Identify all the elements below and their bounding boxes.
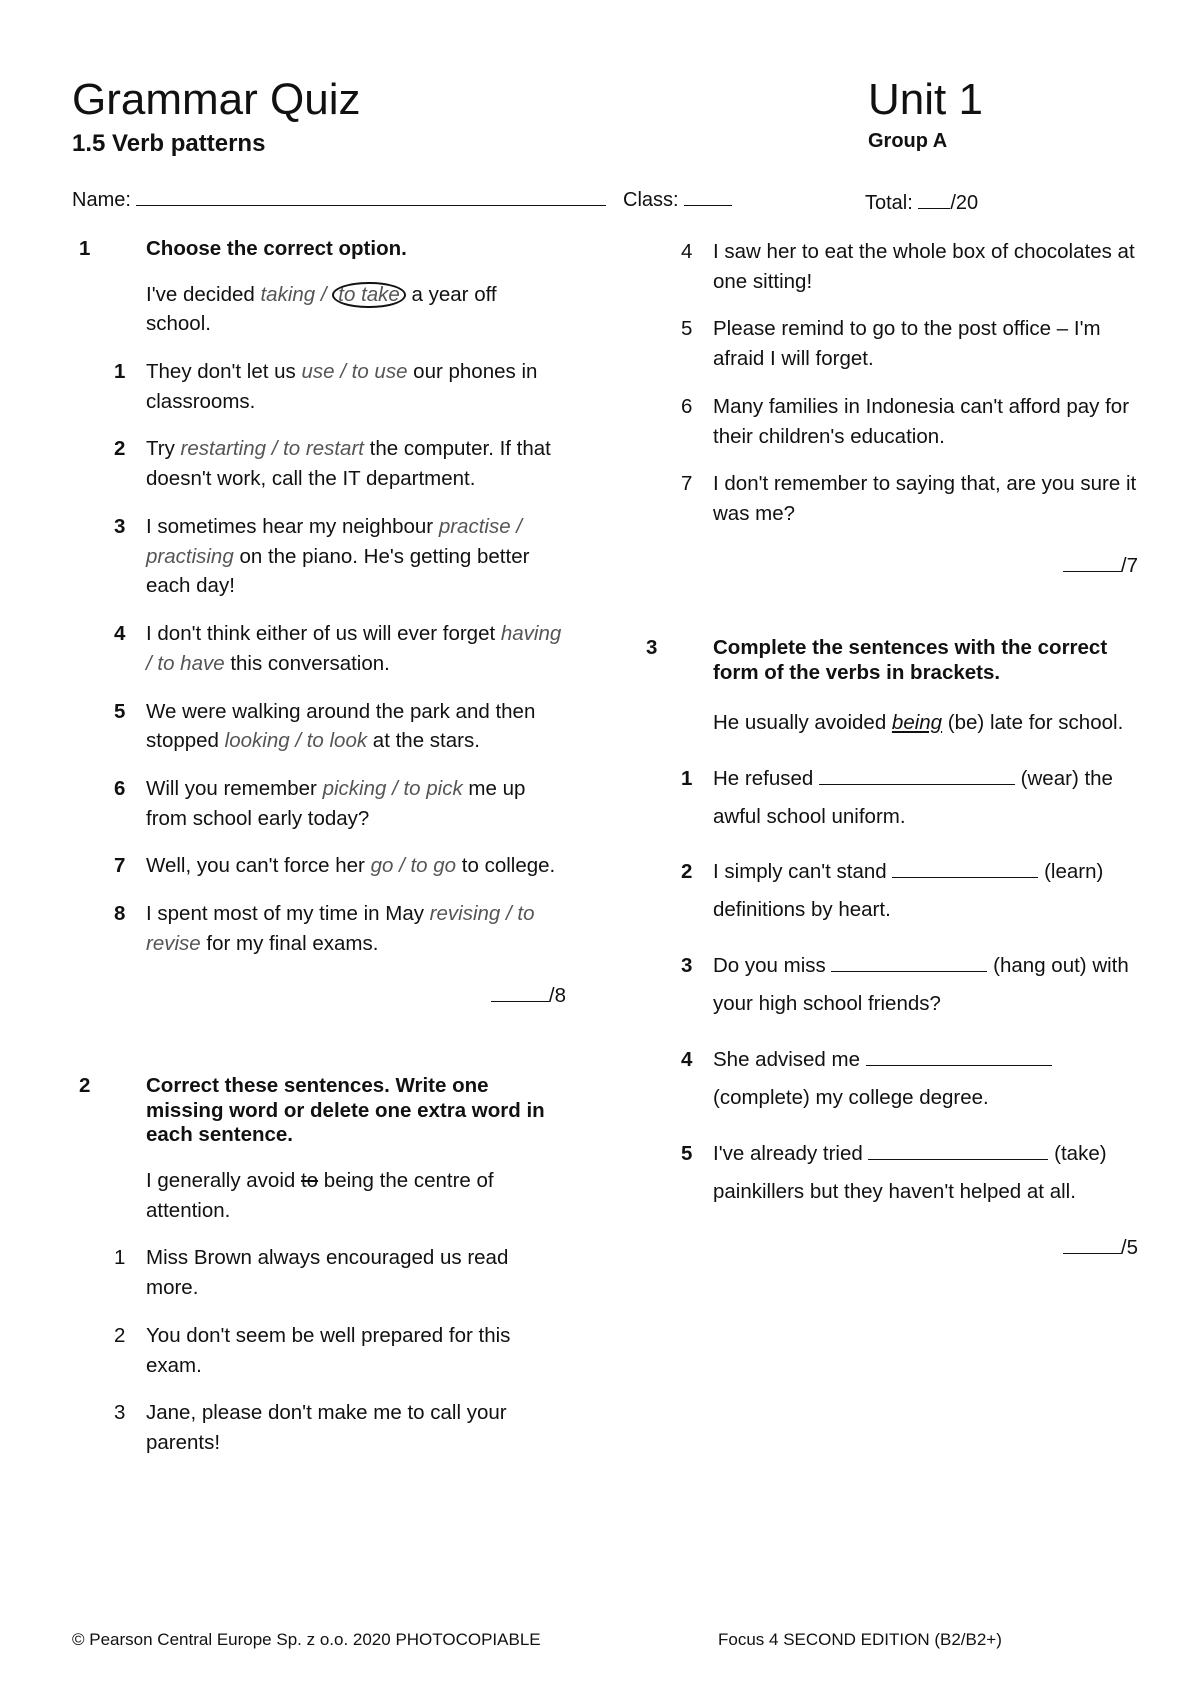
underlined-answer: being — [891, 710, 943, 734]
class-field[interactable] — [623, 188, 732, 212]
item-number: 7 — [681, 472, 693, 496]
section-1-header — [79, 237, 566, 262]
question-item — [681, 237, 1138, 296]
item-number: 5 — [681, 317, 693, 341]
item-number: 7 — [114, 854, 126, 878]
question-item — [114, 774, 566, 833]
question-item — [681, 853, 1138, 929]
class-blank[interactable] — [684, 205, 732, 206]
example-option-a: taking — [260, 282, 316, 306]
item-number: 2 — [114, 437, 126, 461]
item-options[interactable]: revising / to revise — [146, 902, 535, 955]
item-text: at the stars. — [367, 729, 480, 753]
item-text: Try — [146, 437, 181, 461]
example-text: He usually avoided — [713, 710, 892, 734]
score-total: /8 — [548, 983, 566, 1007]
item-text: We were walking around the park and then stopped — [146, 699, 536, 753]
item-number: 4 — [681, 240, 693, 263]
section-instruction: Complete the sentences with the correct form of the verbs in brackets. — [713, 636, 1108, 685]
example-text: I generally avoid — [146, 1169, 301, 1193]
section-number: 1 — [79, 237, 91, 260]
item-text: (wear) the awful school uniform. — [713, 766, 1113, 828]
page-title: Grammar Quiz — [72, 75, 361, 124]
question-item — [681, 1135, 1138, 1211]
item-text: I don't remember to saying that, are you sure it was me? — [713, 472, 1137, 526]
item-number: 3 — [114, 1401, 126, 1425]
question-item — [681, 760, 1138, 836]
example-sentence — [146, 280, 566, 339]
item-number: 8 — [114, 902, 126, 926]
question-item — [114, 1398, 566, 1457]
item-options[interactable]: go / to go — [370, 854, 457, 878]
item-text: I spent most of my time in May — [146, 902, 430, 926]
right-column — [646, 237, 1138, 1263]
unit-label: Unit 1 — [868, 75, 983, 124]
item-number: 4 — [114, 622, 126, 646]
item-text: Will you remember — [146, 776, 323, 800]
name-label: Name: — [72, 189, 131, 211]
question-item — [114, 697, 566, 756]
section-3-score[interactable] — [713, 1233, 1138, 1263]
question-item — [681, 469, 1138, 528]
item-number: 4 — [681, 1048, 693, 1072]
section-2-continued — [681, 237, 1138, 580]
question-item — [681, 314, 1138, 373]
footer-edition: Focus 4 SECOND EDITION (B2/B2+) — [718, 1630, 1002, 1649]
item-options[interactable]: looking / to look — [224, 729, 368, 753]
left-column — [79, 237, 566, 1458]
answer-blank[interactable] — [892, 877, 1038, 878]
section-1 — [79, 237, 566, 1010]
question-item — [114, 619, 566, 678]
item-text: You don't seem be well prepared for this exam. — [146, 1323, 511, 1377]
answer-blank[interactable] — [868, 1159, 1048, 1160]
option-separator: / — [315, 282, 333, 306]
total-label: Total: — [865, 192, 913, 214]
question-item — [114, 512, 566, 601]
item-text: Please remind to go to the post office – I'm afraid I will forget. — [713, 317, 1101, 371]
section-number: 2 — [79, 1074, 91, 1098]
question-item — [114, 899, 566, 958]
item-number: 5 — [681, 1141, 693, 1165]
question-item — [114, 1321, 566, 1380]
item-options[interactable]: use / to use — [301, 360, 408, 384]
item-options[interactable]: picking / to pick — [322, 776, 463, 800]
struck-word: to — [300, 1169, 319, 1193]
item-options[interactable]: having / to have — [146, 622, 562, 675]
section-2-header — [79, 1074, 566, 1148]
item-text: Do you miss — [713, 954, 832, 978]
question-item — [681, 947, 1138, 1023]
item-text: He refused — [713, 766, 819, 790]
item-text: (learn) definitions by heart. — [713, 860, 1104, 922]
class-label: Class: — [623, 189, 679, 211]
item-text: our phones in classrooms. — [146, 360, 538, 413]
item-text: I saw her to eat the whole box of chocolates at one sitting! — [713, 240, 1135, 293]
item-number: 6 — [681, 394, 693, 418]
example-text: (be) late for school. — [942, 710, 1124, 734]
item-text: to college. — [456, 854, 556, 878]
item-text: me up from school early today? — [146, 776, 526, 830]
section-instruction: Correct these sentences. Write one missing word or delete one extra word in each sentence. — [146, 1074, 545, 1147]
item-number: 1 — [114, 360, 126, 384]
item-number: 6 — [114, 776, 126, 800]
item-number: 2 — [681, 860, 693, 884]
answer-blank[interactable] — [866, 1065, 1052, 1066]
section-instruction: Choose the correct option. — [146, 237, 407, 260]
item-text: I don't think either of us will ever forget — [146, 622, 501, 646]
item-options[interactable]: restarting / to restart — [180, 437, 364, 461]
name-blank[interactable] — [136, 205, 606, 206]
answer-blank[interactable] — [819, 784, 1015, 785]
score-blank[interactable] — [1063, 571, 1121, 572]
item-text: Well, you can't force her — [146, 854, 371, 878]
section-2 — [79, 1074, 566, 1458]
example-text: I've decided — [146, 282, 261, 306]
item-text: I simply can't stand — [713, 860, 893, 884]
item-text: They don't let us — [146, 360, 302, 384]
item-text: (take) painkillers but they haven't helped at all. — [713, 1141, 1107, 1203]
item-text: this conversation. — [224, 651, 390, 675]
question-item — [114, 434, 566, 493]
example-sentence — [713, 704, 1138, 742]
total-suffix: /20 — [950, 192, 979, 214]
item-number: 3 — [114, 514, 126, 538]
item-text: I've already tried — [713, 1141, 869, 1165]
section-3 — [646, 636, 1138, 1262]
item-options[interactable]: practise / practising — [146, 514, 522, 568]
question-item — [114, 357, 566, 416]
answer-blank[interactable] — [831, 971, 987, 972]
item-text: on the piano. He's getting better each day! — [146, 544, 530, 598]
item-text: the computer. If that doesn't work, call the IT department. — [146, 437, 551, 491]
score-total: /7 — [1120, 553, 1138, 577]
score-blank[interactable] — [1063, 1253, 1121, 1254]
example-text: a year off school. — [146, 282, 497, 336]
section-1-score[interactable] — [146, 981, 566, 1011]
item-number: 5 — [114, 699, 126, 723]
score-total: /5 — [1120, 1235, 1138, 1259]
item-text: I sometimes hear my neighbour — [146, 514, 439, 538]
name-field[interactable] — [72, 188, 606, 212]
total-blank[interactable] — [918, 208, 950, 209]
item-text: She advised me — [713, 1048, 866, 1072]
item-number: 1 — [681, 766, 693, 790]
score-blank[interactable] — [491, 1001, 549, 1002]
group-label: Group A — [868, 130, 948, 152]
circled-answer: to take — [332, 282, 406, 309]
item-text: Miss Brown always encouraged us read more. — [146, 1246, 509, 1300]
section-2-score[interactable] — [713, 551, 1138, 581]
section-number: 3 — [646, 636, 658, 660]
example-text: being the centre of attention. — [146, 1169, 494, 1222]
section-3-header — [646, 636, 1138, 685]
question-item — [114, 851, 566, 881]
item-text: Jane, please don't make me to call your parents! — [146, 1401, 507, 1455]
page-subtitle: 1.5 Verb patterns — [72, 130, 266, 157]
question-item — [681, 1041, 1138, 1117]
item-text: (complete) my college degree. — [713, 1086, 989, 1110]
item-text: for my final exams. — [200, 931, 379, 955]
total-field[interactable] — [865, 191, 978, 215]
question-item — [114, 1243, 566, 1302]
item-number: 2 — [114, 1323, 126, 1347]
question-item — [681, 392, 1138, 451]
example-sentence — [146, 1166, 566, 1225]
item-text: (hang out) with your high school friends? — [713, 954, 1129, 1016]
footer-copyright: © Pearson Central Europe Sp. z o.o. 2020 PHOTOCOPIABLE — [72, 1630, 541, 1649]
item-number: 1 — [114, 1246, 126, 1270]
item-text: Many families in Indonesia can't afford pay for their children's education. — [713, 394, 1130, 448]
item-number: 3 — [681, 954, 693, 978]
